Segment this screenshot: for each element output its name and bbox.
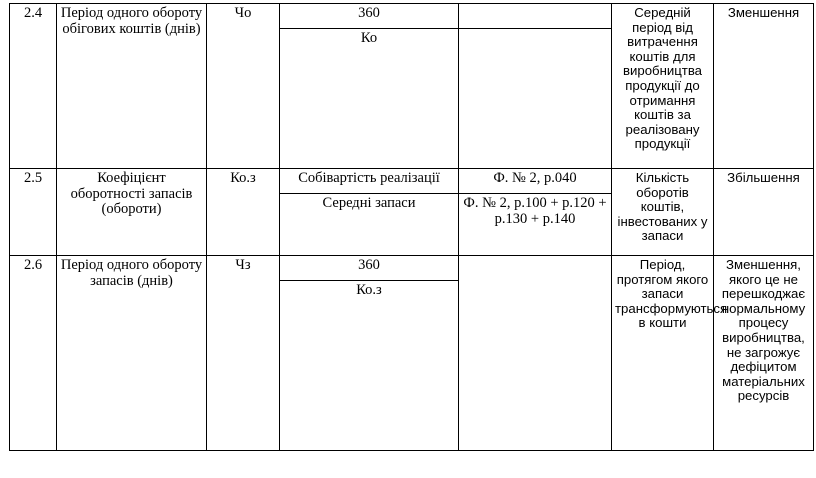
row-number: 2.4 xyxy=(10,4,57,169)
row-number: 2.5 xyxy=(10,169,57,256)
indicator-meaning: Середній період від витрачення коштів для виробництва продукції до отримання коштів за реалізовану продукції xyxy=(612,4,714,169)
numerator-source xyxy=(459,256,612,451)
formula-numerator: 360 xyxy=(280,4,459,29)
indicator-meaning: Кількість оборотів коштів, інвестованих у запаси xyxy=(612,169,714,256)
indicator-symbol: Чз xyxy=(207,256,280,451)
indicator-name: Коефіцієнт оборотності запасів (обороти) xyxy=(57,169,207,256)
formula-denominator: Середні запаси xyxy=(280,194,459,256)
indicator-meaning: Період, протягом якого запаси трансформуються в кошти xyxy=(612,256,714,451)
indicator-symbol: Чо xyxy=(207,4,280,169)
formula-numerator: Собівартість реалізації xyxy=(280,169,459,194)
indicators-table xyxy=(9,3,814,451)
indicator-name: Період одного обороту обігових коштів (днів) xyxy=(57,4,207,169)
numerator-source: Ф. № 2, р.040 xyxy=(459,169,612,194)
indicator-symbol: Ко.з xyxy=(207,169,280,256)
table-row-2-6 xyxy=(10,256,814,281)
denominator-source: Ф. № 2, р.100 + р.120 + р.130 + р.140 xyxy=(459,194,612,256)
formula-denominator: Ко xyxy=(280,29,459,169)
numerator-source xyxy=(459,4,612,29)
desired-trend: Збільшення xyxy=(714,169,814,256)
desired-trend: Зменшення, якого це не перешкоджає нормальному процесу виробництва, не загрожує дефіцитом матеріальних ресурсів xyxy=(714,256,814,451)
table-row-2-4 xyxy=(10,4,814,29)
table-row-2-5 xyxy=(10,169,814,194)
formula-denominator: Ко.з xyxy=(280,281,459,451)
row-number: 2.6 xyxy=(10,256,57,451)
desired-trend: Зменшення xyxy=(714,4,814,169)
formula-numerator: 360 xyxy=(280,256,459,281)
indicator-name: Період одного обороту запасів (днів) xyxy=(57,256,207,451)
denominator-source xyxy=(459,29,612,169)
